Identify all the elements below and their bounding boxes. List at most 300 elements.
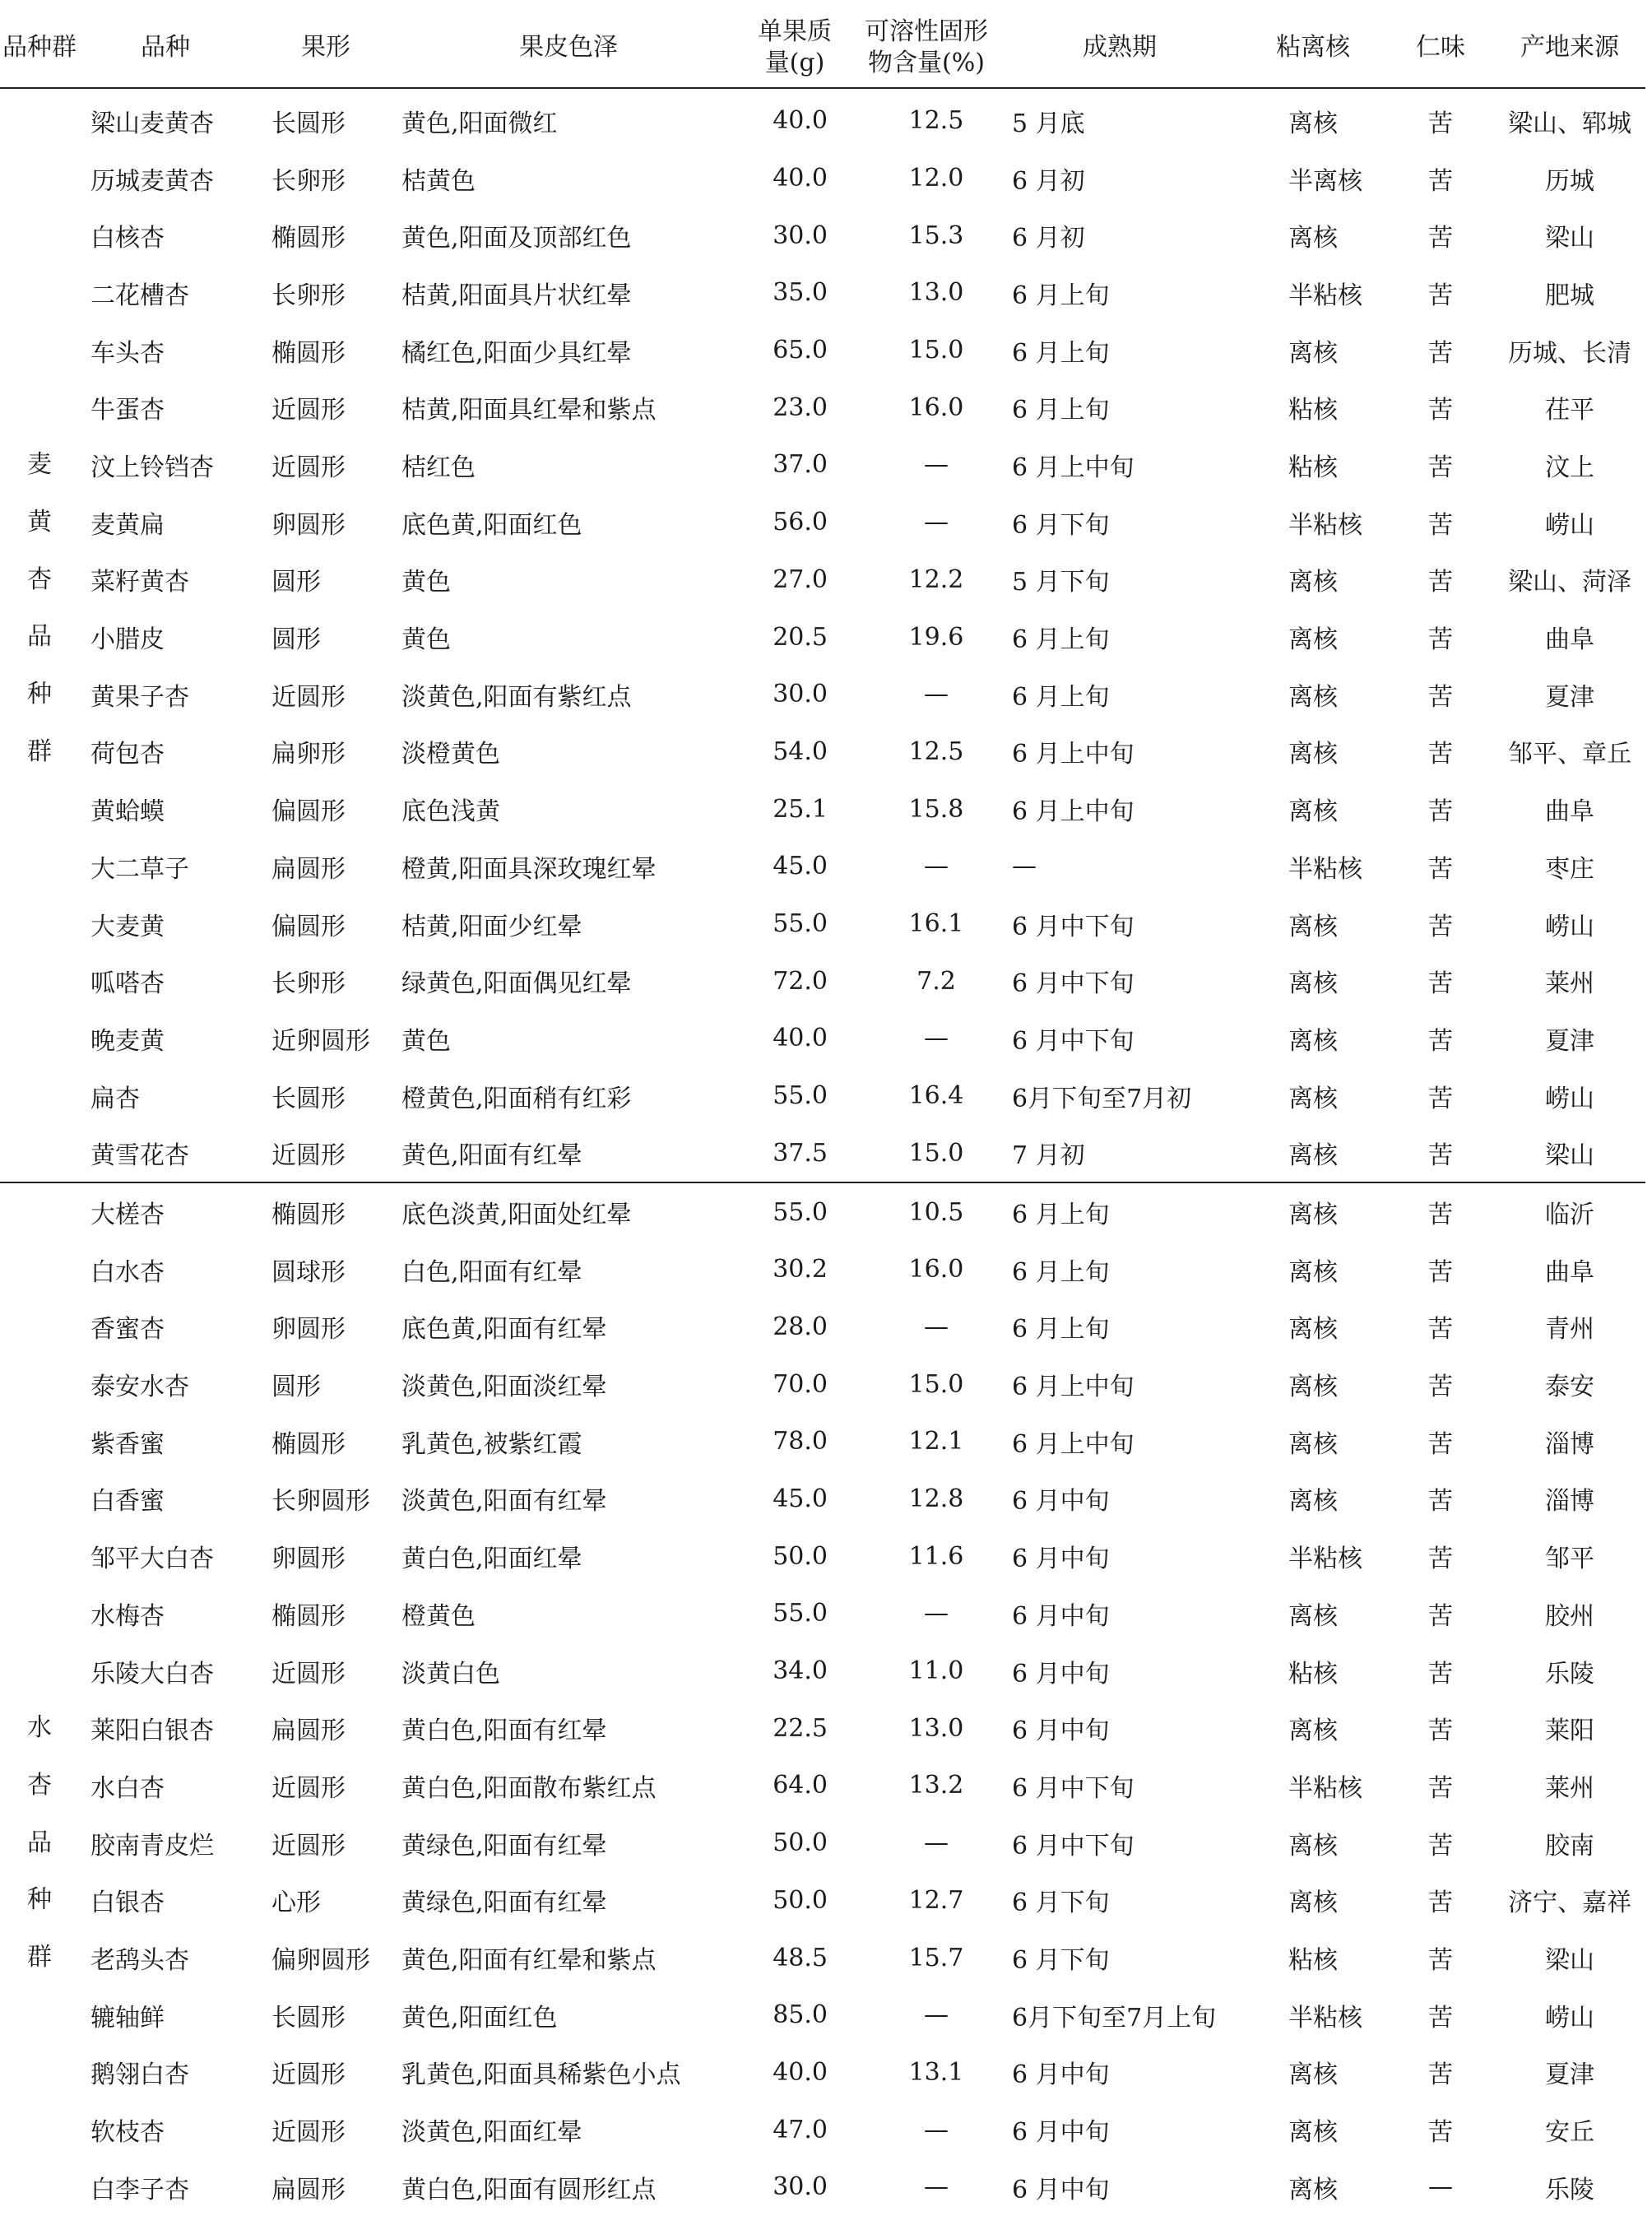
group-label-cell: [0, 1067, 79, 1125]
table-row: [0, 2158, 1645, 2216]
ripening-cell: 6 月中旬: [1012, 1601, 1110, 1631]
shape-cell: 近圆形: [271, 2060, 346, 2090]
group-label-cell: [0, 1298, 79, 1356]
kernel-cell: 苦: [1428, 625, 1453, 655]
origin-cell: 茌平: [1545, 396, 1594, 425]
skin-color-cell: 橘红色,阳面少具红晕: [401, 338, 632, 368]
stone-cell: 半粘核: [1288, 510, 1362, 540]
group-label-cell: [0, 379, 79, 436]
stone-cell: 离核: [1288, 625, 1338, 655]
kernel-cell: 苦: [1428, 1717, 1453, 1746]
kernel-cell: 苦: [1428, 281, 1453, 310]
kernel-cell: 苦: [1428, 740, 1453, 769]
shape-cell: 偏圆形: [271, 912, 346, 941]
variety-cell: 白李子杏: [90, 2175, 189, 2204]
stone-cell: 半粘核: [1288, 1545, 1362, 1574]
origin-cell: 梁山、菏泽: [1508, 568, 1631, 597]
group-label-char: 种: [27, 1885, 52, 1915]
weight-cell: 30.0: [773, 221, 828, 250]
weight-cell: 85.0: [773, 2000, 828, 2030]
ripening-cell: 6 月上旬: [1000, 1182, 1239, 1241]
variety-cell: 梁山麦黄杏: [90, 109, 214, 138]
header-solids: [852, 8, 1000, 88]
weight-cell: 50.0: [773, 1885, 828, 1915]
group-label-cell: [0, 1929, 79, 1986]
variety-cell: 香蜜杏: [90, 1315, 165, 1345]
variety-cell: 乐陵大白杏: [90, 1659, 214, 1689]
origin-cell: 崂山: [1545, 1084, 1594, 1113]
shape-cell: 圆形: [271, 1373, 321, 1402]
group-label-cell: [0, 1814, 79, 1872]
shape-cell: 偏圆形: [271, 797, 346, 827]
solids-cell: 12.5: [908, 736, 964, 766]
kernel-cell: 苦: [1428, 2003, 1453, 2032]
kernel-cell: 苦: [1428, 1888, 1453, 1918]
kernel-cell: 苦: [1428, 1026, 1453, 1056]
stone-cell: 离核: [1288, 109, 1338, 138]
group-label-cell: [0, 1241, 79, 1298]
header-weight: [737, 8, 852, 88]
stone-cell: 离核: [1288, 1315, 1338, 1345]
group-label-cell: [0, 1355, 79, 1413]
solids-cell: —: [924, 1828, 949, 1858]
stone-cell: 离核: [1288, 740, 1338, 769]
weight-cell: 64.0: [773, 1771, 828, 1800]
skin-color-cell: 桔黄,阳面少红晕: [401, 912, 582, 941]
variety-cell: 扁杏: [90, 1084, 140, 1113]
ripening-cell: 6 月中旬: [1012, 1487, 1110, 1517]
weight-cell: 72.0: [773, 966, 828, 996]
origin-cell: 安丘: [1545, 2118, 1594, 2148]
kernel-cell: 苦: [1428, 396, 1453, 425]
skin-color-cell: 底色浅黄: [401, 797, 500, 827]
shape-cell: 心形: [271, 1888, 321, 1918]
skin-color-cell: 黄色: [401, 1026, 451, 1056]
variety-cell: 紫香蜜: [90, 1429, 165, 1459]
solids-cell: 15.8: [908, 794, 964, 824]
origin-cell: 崂山: [1545, 510, 1594, 540]
group-label-char: 群: [27, 1943, 52, 1972]
stone-cell: 离核: [1288, 568, 1338, 597]
kernel-cell: 苦: [1428, 109, 1453, 138]
solids-cell: —: [924, 2172, 949, 2202]
kernel-cell: 苦: [1428, 1141, 1453, 1171]
header-solids-line1: 可溶性固形: [865, 17, 988, 46]
skin-color-cell: 黄色: [401, 625, 451, 655]
group-label-cell: [0, 207, 79, 264]
ripening-cell: 6 月上旬: [1012, 396, 1110, 425]
group-label-cell: [0, 1182, 79, 1241]
ripening-cell: 6 月上旬: [1012, 1315, 1110, 1345]
weight-cell: 47.0: [773, 2115, 828, 2144]
solids-cell: —: [924, 680, 949, 709]
weight-cell: 40.0: [773, 2057, 828, 2087]
solids-cell: —: [924, 2000, 949, 2030]
group-label-cell: [0, 1699, 79, 1757]
solids-cell: —: [924, 1599, 949, 1628]
stone-cell: 离核: [1288, 1373, 1338, 1402]
shape-cell: 卵圆形: [271, 1315, 346, 1345]
table-row: [0, 1298, 1645, 1356]
ripening-cell: 6 月中旬: [1012, 2060, 1110, 2090]
origin-cell: 邹平: [1545, 1545, 1594, 1574]
weight-cell: 35.0: [773, 278, 828, 308]
stone-cell: 离核: [1288, 912, 1338, 941]
header-weight-line1: 单果质: [758, 17, 832, 46]
ripening-cell: 6 月中下旬: [1012, 969, 1135, 999]
variety-cell: 大麦黄: [90, 912, 165, 941]
table-row: [0, 2101, 1645, 2158]
group-label-cell: [0, 150, 79, 207]
shape-cell: 椭圆形: [271, 224, 346, 253]
table-row: [0, 436, 1645, 494]
stone-cell: 离核: [1288, 1026, 1338, 1056]
variety-cell: 牛蛋杏: [90, 396, 165, 425]
solids-cell: 12.8: [908, 1484, 964, 1513]
weight-cell: 55.0: [737, 1182, 852, 1241]
stone-cell: 离核: [1288, 2118, 1338, 2148]
solids-cell: 19.6: [908, 622, 964, 652]
variety-cell: 水白杏: [90, 1773, 165, 1803]
group-label-cell: [0, 494, 79, 551]
shape-cell: 长卵形: [271, 281, 346, 310]
apricot-variety-table: [0, 8, 1645, 2216]
weight-cell: 70.0: [773, 1369, 828, 1399]
stone-cell: 离核: [1288, 1831, 1338, 1861]
shape-cell: 椭圆形: [252, 1182, 400, 1241]
skin-color-cell: 黄色,阳面有红晕和紫点: [401, 1946, 657, 1975]
group-label-cell: [0, 1585, 79, 1642]
weight-cell: 40.0: [773, 1024, 828, 1053]
kernel-cell: 苦: [1428, 797, 1453, 827]
table-row: [0, 1757, 1645, 1814]
ripening-cell: 6 月中下旬: [1012, 1831, 1135, 1861]
kernel-cell: 苦: [1428, 969, 1453, 999]
origin-cell: 胶南: [1545, 1831, 1594, 1861]
shape-cell: 近圆形: [271, 1773, 346, 1803]
group-label-cell: [0, 2101, 79, 2158]
variety-cell: 鹅翎白杏: [90, 2060, 189, 2090]
solids-cell: 15.0: [908, 1369, 964, 1399]
kernel-cell: 苦: [1428, 1773, 1453, 1803]
variety-cell: 水梅杏: [90, 1601, 165, 1631]
skin-color-cell: 黄白色,阳面红晕: [401, 1545, 582, 1574]
solids-cell: 16.1: [908, 909, 964, 939]
variety-cell: 车头杏: [90, 338, 165, 368]
ripening-cell: 7 月初: [1012, 1141, 1085, 1171]
skin-color-cell: 黄色,阳面红色: [401, 2003, 558, 2032]
kernel-cell: 苦: [1428, 338, 1453, 368]
skin-color-cell: 黄绿色,阳面有红晕: [401, 1888, 607, 1918]
variety-cell: 菜籽黄杏: [90, 568, 189, 597]
origin-cell: 历城、长清: [1508, 338, 1631, 368]
group-label-cell: [0, 1010, 79, 1067]
variety-cell: 历城麦黄杏: [90, 166, 214, 196]
group-label-cell: [0, 1642, 79, 1700]
skin-color-cell: 黄色: [401, 568, 451, 597]
group-label-cell: [0, 895, 79, 953]
shape-cell: 扁圆形: [271, 1717, 346, 1746]
weight-cell: 50.0: [773, 1828, 828, 1858]
solids-cell: 12.5: [908, 106, 964, 136]
stone-cell: 离核: [1288, 1888, 1338, 1918]
stone-cell: 离核: [1288, 1717, 1338, 1746]
shape-cell: 长卵圆形: [271, 1487, 370, 1517]
kernel-cell: 苦: [1428, 1257, 1453, 1287]
group-label-cell: [0, 1527, 79, 1585]
shape-cell: 长卵形: [271, 969, 346, 999]
group-label-char: 杏: [27, 564, 52, 594]
solids-cell: —: [924, 852, 949, 881]
table-row: [0, 1871, 1645, 1929]
ripening-cell: 6 月上旬: [1012, 1257, 1110, 1287]
weight-cell: 37.0: [773, 450, 828, 480]
origin-cell: 崂山: [1545, 912, 1594, 941]
kernel-cell: 苦: [1428, 854, 1453, 884]
origin-cell: 历城: [1545, 166, 1594, 196]
stone-cell: 粘核: [1288, 1946, 1338, 1975]
solids-cell: 13.2: [908, 1771, 964, 1800]
origin-cell: 梁山: [1545, 224, 1594, 253]
origin-cell: 崂山: [1545, 2003, 1594, 2032]
skin-color-cell: 底色黄,阳面红色: [401, 510, 582, 540]
solids-cell: 13.0: [908, 1713, 964, 1743]
kernel-cell: 苦: [1428, 1545, 1453, 1574]
solids-cell: 10.5: [852, 1182, 1000, 1241]
table-header-row: [0, 8, 1645, 88]
skin-color-cell: 橙黄色: [401, 1601, 476, 1631]
group-label-char: 麦: [27, 450, 52, 480]
weight-cell: 40.0: [773, 164, 828, 193]
group-label-cell: [0, 666, 79, 723]
variety-cell: 大二草子: [90, 854, 189, 884]
variety-cell: 莱阳白银杏: [90, 1717, 214, 1746]
origin-cell: 枣庄: [1545, 854, 1594, 884]
shape-cell: 近圆形: [271, 682, 346, 712]
kernel-cell: 苦: [1428, 510, 1453, 540]
solids-cell: 12.1: [908, 1427, 964, 1456]
variety-cell: 胶南青皮烂: [90, 1831, 214, 1861]
group-label-cell: [0, 322, 79, 379]
solids-cell: 16.0: [908, 1255, 964, 1285]
group-label-cell: [0, 780, 79, 838]
kernel-cell: 苦: [1428, 912, 1453, 941]
kernel-cell: 苦: [1428, 166, 1453, 196]
group-label-cell: [0, 1124, 79, 1182]
weight-cell: 54.0: [773, 736, 828, 766]
kernel-cell: 苦: [1428, 1946, 1453, 1975]
variety-cell: 荷包杏: [90, 740, 165, 769]
origin-cell: 淄博: [1545, 1429, 1594, 1459]
header-skin-color: 果皮色泽: [400, 8, 737, 88]
shape-cell: 近卵圆形: [271, 1026, 370, 1056]
ripening-cell: 6 月上中旬: [1012, 797, 1135, 827]
skin-color-cell: 桔红色: [401, 453, 476, 482]
skin-color-cell: 黄色,阳面微红: [401, 109, 558, 138]
variety-cell: 汶上铃铛杏: [90, 453, 214, 482]
stone-cell: 离核: [1239, 1182, 1387, 1241]
table-row: [0, 1010, 1645, 1067]
table-row: [0, 1355, 1645, 1413]
variety-cell: 白银杏: [90, 1888, 165, 1918]
skin-color-cell: 黄白色,阳面散布紫红点: [401, 1773, 657, 1803]
weight-cell: 30.2: [773, 1255, 828, 1285]
ripening-cell: —: [1012, 852, 1037, 881]
ripening-cell: 6 月上旬: [1012, 682, 1110, 712]
shape-cell: 长圆形: [271, 1084, 346, 1113]
weight-cell: 20.5: [773, 622, 828, 652]
weight-cell: 25.1: [773, 794, 828, 824]
group-label-cell: [0, 608, 79, 666]
weight-cell: 37.5: [773, 1138, 828, 1168]
ripening-cell: 6 月初: [1012, 166, 1085, 196]
weight-cell: 55.0: [773, 909, 828, 939]
ripening-cell: 6月下旬至7月上旬: [1012, 2003, 1217, 2032]
ripening-cell: 6 月中下旬: [1012, 1026, 1135, 1056]
origin-cell: 汶上: [1545, 453, 1594, 482]
solids-cell: —: [924, 508, 949, 537]
shape-cell: 椭圆形: [271, 1601, 346, 1631]
solids-cell: 16.0: [908, 393, 964, 422]
group-label-char: 群: [27, 736, 52, 766]
table-row: [0, 1470, 1645, 1528]
solids-cell: 7.2: [916, 966, 956, 996]
table-row: [0, 379, 1645, 436]
weight-cell: 55.0: [773, 1599, 828, 1628]
variety-cell: 泰安水杏: [90, 1373, 189, 1402]
origin-cell: 肥城: [1545, 281, 1594, 310]
solids-cell: 16.4: [908, 1081, 964, 1111]
shape-cell: 近圆形: [271, 2118, 346, 2148]
kernel-cell: 苦: [1428, 1373, 1453, 1402]
header-ripening: 成熟期: [1000, 8, 1239, 88]
stone-cell: 离核: [1288, 797, 1338, 827]
stone-cell: 半粘核: [1288, 2003, 1362, 2032]
origin-cell: 济宁、嘉祥: [1508, 1888, 1631, 1918]
weight-cell: 45.0: [773, 852, 828, 881]
table-row: [0, 1527, 1645, 1585]
shape-cell: 圆形: [271, 568, 321, 597]
skin-color-cell: 绿黄色,阳面偶见红晕: [401, 969, 632, 999]
stone-cell: 离核: [1288, 2060, 1338, 2090]
skin-color-cell: 白色,阳面有红晕: [401, 1257, 582, 1287]
kernel-cell: 苦: [1428, 1601, 1453, 1631]
solids-cell: 15.3: [908, 221, 964, 250]
shape-cell: 长卵形: [271, 166, 346, 196]
solids-cell: 12.7: [908, 1885, 964, 1915]
skin-color-cell: 黄色,阳面有红晕: [401, 1141, 582, 1171]
origin-cell: 曲阜: [1545, 625, 1594, 655]
stone-cell: 离核: [1288, 1257, 1338, 1287]
weight-cell: 22.5: [773, 1713, 828, 1743]
variety-cell: 白核杏: [90, 224, 165, 253]
ripening-cell: 6 月中旬: [1012, 2175, 1110, 2204]
solids-cell: 11.0: [908, 1656, 964, 1685]
origin-cell: 淄博: [1545, 1487, 1594, 1517]
table-row: [0, 1182, 1645, 1241]
stone-cell: 离核: [1288, 969, 1338, 999]
shape-cell: 扁卵形: [271, 740, 346, 769]
ripening-cell: 6 月中旬: [1012, 2118, 1110, 2148]
origin-cell: 曲阜: [1545, 797, 1594, 827]
stone-cell: 半离核: [1288, 166, 1362, 196]
stone-cell: 半粘核: [1288, 854, 1362, 884]
origin-cell: 莱州: [1545, 969, 1594, 999]
ripening-cell: 6 月中下旬: [1012, 912, 1135, 941]
group-label-cell: [0, 1986, 79, 2044]
header-origin: 产地来源: [1494, 8, 1645, 88]
header-solids-line2: 物含量(%): [868, 49, 985, 77]
origin-cell: 胶州: [1545, 1601, 1594, 1631]
skin-color-cell: 桔黄,阳面具红晕和紫点: [401, 396, 657, 425]
table-row: [0, 2044, 1645, 2102]
table-row: [0, 608, 1645, 666]
skin-color-cell: 淡黄白色: [401, 1659, 500, 1689]
table-row: [0, 1929, 1645, 1986]
shape-cell: 圆形: [271, 625, 321, 655]
stone-cell: 离核: [1288, 338, 1338, 368]
shape-cell: 椭圆形: [271, 1429, 346, 1459]
table-row: [0, 780, 1645, 838]
shape-cell: 卵圆形: [271, 510, 346, 540]
group-label-cell: [0, 436, 79, 494]
origin-cell: 泰安: [1545, 1373, 1594, 1402]
variety-cell: 二花槽杏: [90, 281, 189, 310]
skin-color-cell: 黄白色,阳面有圆形红点: [401, 2175, 657, 2204]
ripening-cell: 6 月中旬: [1012, 1545, 1110, 1574]
ripening-cell: 6 月上旬: [1012, 625, 1110, 655]
table-row: [0, 88, 1645, 150]
variety-cell: 邹平大白杏: [90, 1545, 214, 1574]
origin-cell: 梁山: [1545, 1141, 1594, 1171]
skin-color-cell: 黄色,阳面及顶部红色: [401, 224, 632, 253]
variety-cell: 黄蛤蟆: [90, 797, 165, 827]
skin-color-cell: 淡黄色,阳面淡红晕: [401, 1373, 607, 1402]
skin-color-cell: 乳黄色,阳面具稀紫色小点: [401, 2060, 681, 2090]
skin-color-cell: 橙黄,阳面具深玫瑰红晕: [401, 854, 657, 884]
kernel-cell: 苦: [1428, 1659, 1453, 1689]
table-row: [0, 1585, 1645, 1642]
skin-color-cell: 桔黄色: [401, 166, 476, 196]
weight-cell: 30.0: [773, 680, 828, 709]
kernel-cell: 苦: [1428, 1831, 1453, 1861]
kernel-cell: —: [1428, 2172, 1453, 2202]
stone-cell: 半粘核: [1288, 281, 1362, 310]
origin-cell: 莱州: [1545, 1773, 1594, 1803]
table-row: [0, 1067, 1645, 1125]
kernel-cell: 苦: [1428, 453, 1453, 482]
weight-cell: 50.0: [773, 1541, 828, 1571]
origin-cell: 莱阳: [1545, 1717, 1594, 1746]
skin-color-cell: 淡黄色,阳面有紫红点: [401, 682, 632, 712]
stone-cell: 离核: [1288, 1141, 1338, 1171]
ripening-cell: 6 月上中旬: [1012, 453, 1135, 482]
ripening-cell: 6 月上中旬: [1012, 740, 1135, 769]
shape-cell: 近圆形: [271, 453, 346, 482]
ripening-cell: 6 月上旬: [1012, 281, 1110, 310]
weight-cell: 65.0: [773, 336, 828, 365]
group-label-cell: [0, 838, 79, 895]
skin-color-cell: 底色淡黄,阳面处红晕: [400, 1182, 737, 1241]
stone-cell: 粘核: [1288, 453, 1338, 482]
group-label-cell: [0, 88, 79, 150]
weight-cell: 27.0: [773, 564, 828, 594]
kernel-cell: 苦: [1428, 568, 1453, 597]
origin-cell: 邹平、章丘: [1508, 740, 1631, 769]
stone-cell: 离核: [1288, 682, 1338, 712]
group-label-char: 种: [27, 679, 52, 708]
shape-cell: 长圆形: [271, 109, 346, 138]
